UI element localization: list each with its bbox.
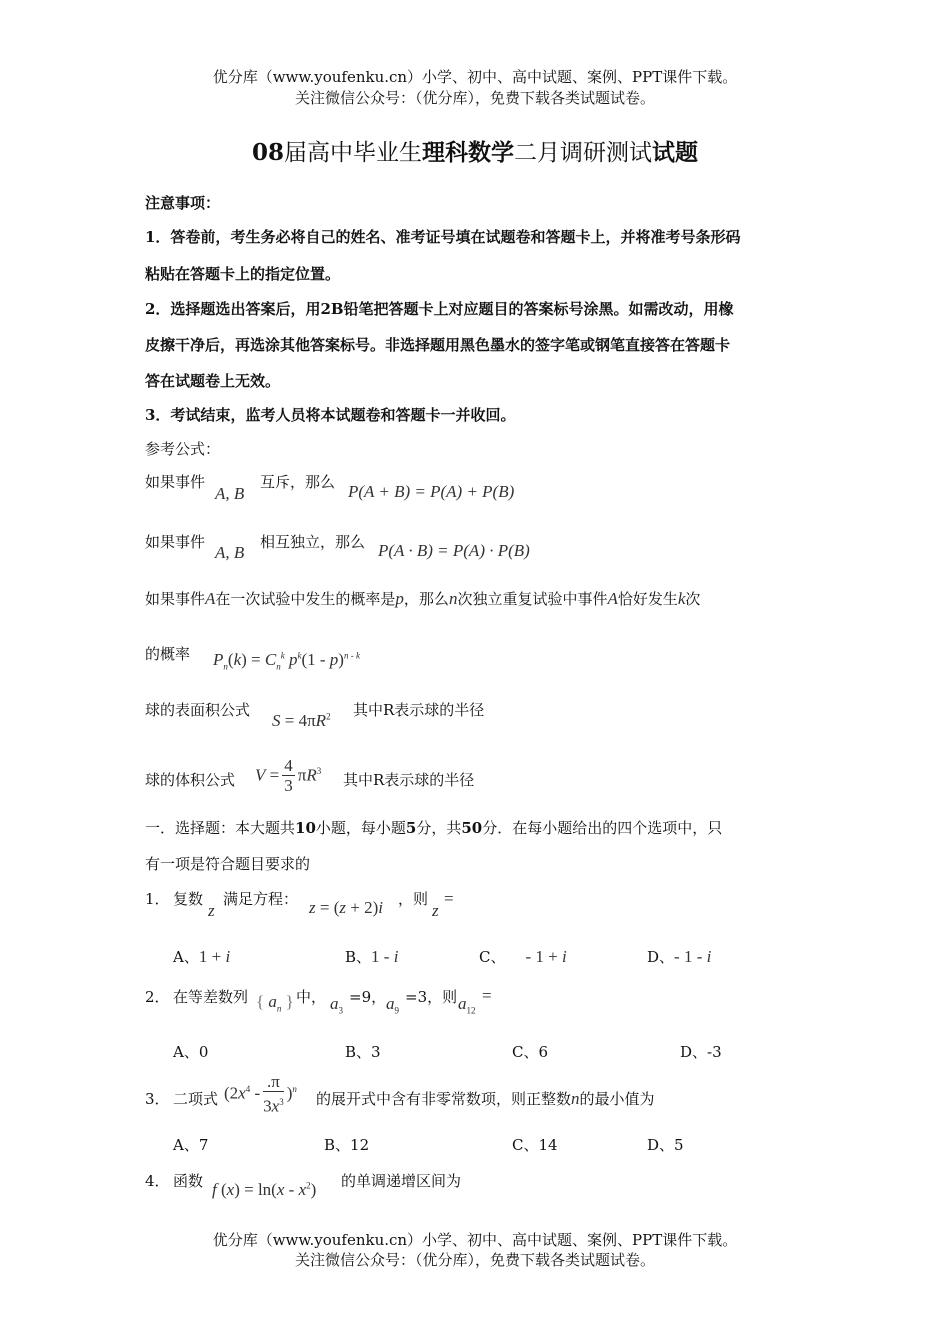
- note-1b: 粘贴在答题卡上的指定位置。: [145, 265, 341, 283]
- formula-2-vars: A, B: [215, 543, 245, 562]
- formula-6-prefix: 球的体积公式: [145, 771, 236, 789]
- section-1-total: 50: [461, 819, 483, 837]
- question-2-equals: =: [482, 986, 492, 1005]
- formula-3-f: 次: [685, 590, 701, 608]
- section-1-c: 小题，每小题: [315, 819, 406, 837]
- notes-heading: 注意事项：: [145, 194, 221, 212]
- sphere-surface-formula: $S = 4\pi R^2$: [272, 711, 331, 730]
- formula-3-n: n: [448, 589, 458, 608]
- note-1a: 1．答卷前，考生务必将自己的姓名、准考证号填在试题卷和答题卡上，并将准考号条形码: [145, 228, 741, 246]
- formulas-heading: 参考公式：: [145, 440, 221, 458]
- question-1-equals: =: [444, 889, 454, 908]
- question-2-option-c[interactable]: C、6: [512, 1043, 549, 1061]
- formula-3-line: [145, 588, 700, 609]
- formula-4-prefix: 的概率: [145, 645, 191, 663]
- option-expression: - 1 - i: [674, 947, 712, 966]
- formula-5-post: 其中R表示球的半径: [353, 701, 485, 719]
- binomial-probability-formula: $P_n(k) = C_n^k$ $p^k(1 - p)^{n - k}$: [213, 650, 360, 672]
- question-3-text-a: 二项式: [173, 1090, 219, 1108]
- formula-3-A1: A: [205, 589, 216, 608]
- title-part-4: 二月调研测试: [514, 140, 652, 166]
- question-2-sequence: { $a_n$ }: [256, 992, 294, 1014]
- question-4-number: 4．: [145, 1172, 170, 1190]
- question-3-text-b-main: 的展开式中含有非零常数项，则正整数: [316, 1090, 572, 1108]
- question-1-text-a: 复数: [173, 890, 204, 908]
- formula-2-prefix: 如果事件: [145, 533, 206, 551]
- option-label: C、: [479, 948, 506, 966]
- sphere-volume-formula: V = $\frac{4}{3}$ $\pi R^3$: [255, 756, 322, 795]
- question-1-option-a[interactable]: [173, 946, 230, 967]
- note-3: 3．考试结束，监考人员将本试题卷和答题卡一并收回。: [145, 406, 516, 424]
- question-3-option-b[interactable]: B、12: [324, 1136, 370, 1154]
- formula-1-expr: P(A + B) = P(A) + P(B): [348, 482, 515, 501]
- question-2-option-a[interactable]: A、0: [173, 1043, 209, 1061]
- formula-5-prefix: 球的表面积公式: [145, 701, 251, 719]
- question-3-text-b: [316, 1088, 655, 1109]
- option-label: A、: [173, 948, 199, 966]
- question-1-text-b: 满足方程：: [223, 890, 299, 908]
- question-2-a3: $a_3$: [330, 994, 343, 1016]
- option-label: B、: [345, 948, 372, 966]
- question-3-option-a[interactable]: A、7: [173, 1136, 209, 1154]
- question-1-equation: z = (z + 2)i: [309, 898, 383, 917]
- formula-1-mid: 互斥，那么: [260, 473, 336, 491]
- question-1-text-c: ，则: [398, 890, 429, 908]
- question-1-z: z: [208, 901, 215, 920]
- question-3-option-c[interactable]: C、14: [512, 1136, 558, 1154]
- option-label: D、: [647, 948, 675, 966]
- header-line-1: 优分库（www.youfenku.cn）小学、初中、高中试题、案例、PPT课件下载。: [212, 68, 738, 86]
- question-2-text-a: 在等差数列: [173, 988, 249, 1006]
- question-2-number: 2．: [145, 988, 170, 1006]
- question-1-z-result: z: [432, 901, 439, 920]
- question-4-function: f $(x) = \ln(x - x^2)$: [212, 1180, 317, 1199]
- section-1-line-1: [145, 817, 722, 838]
- question-2-option-d[interactable]: D、-3: [680, 1043, 722, 1061]
- section-1-g: 分．在每小题给出的四个选项中，只: [482, 819, 723, 837]
- question-2-a9: $a_9$: [386, 994, 399, 1016]
- formula-2-expr: P(A · B) = P(A) · P(B): [378, 541, 530, 560]
- formula-3-p: p: [395, 589, 404, 608]
- title-part-2: 届高中毕业生: [284, 140, 422, 166]
- footer-line-1: 优分库（www.youfenku.cn）小学、初中、高中试题、案例、PPT课件下载。: [212, 1231, 738, 1249]
- section-1-points: 5: [405, 819, 417, 837]
- question-4-text-a: 函数: [173, 1172, 204, 1190]
- header-line-2: 关注微信公众号：（优分库），免费下载各类试题试卷。: [294, 89, 655, 107]
- question-2-a9-value: =3，则: [405, 988, 458, 1006]
- formula-3-a: 如果事件: [145, 590, 206, 608]
- footer-line-2: 关注微信公众号：（优分库），免费下载各类试题试卷。: [294, 1251, 655, 1269]
- option-expression: 1 + i: [198, 947, 231, 966]
- option-expression: 1 - i: [371, 947, 399, 966]
- question-2-a3-value: =9，: [349, 988, 387, 1006]
- formula-3-k: k: [677, 589, 686, 608]
- question-3-n: n: [571, 1089, 580, 1108]
- question-3-text-c: 的最小值为: [579, 1090, 655, 1108]
- section-1-line-2: 有一项是符合题目要求的: [145, 855, 311, 873]
- question-1-option-d[interactable]: [647, 946, 711, 967]
- section-1-a: 一．选择题：本大题共: [145, 819, 296, 837]
- formula-3-c: ，那么: [403, 590, 449, 608]
- question-2-text-b: 中，: [296, 988, 327, 1006]
- section-1-e: 分，共: [416, 819, 462, 837]
- question-1-option-c[interactable]: [479, 946, 567, 967]
- formula-1-vars: A, B: [215, 484, 245, 503]
- formula-3-e: 恰好发生: [617, 590, 678, 608]
- question-1-number: 1．: [145, 890, 170, 908]
- section-1-count: 10: [295, 819, 316, 837]
- formula-1-prefix: 如果事件: [145, 473, 206, 491]
- note-2c: 答在试题卷上无效。: [145, 372, 281, 390]
- note-2b: 皮擦干净后，再选涂其他答案标号。非选择题用黑色墨水的签字笔或钢笔直接答在答题卡: [145, 336, 731, 354]
- question-3-option-d[interactable]: D、5: [647, 1136, 684, 1154]
- option-expression: - 1 + i: [525, 947, 567, 966]
- formula-6-post: 其中R表示球的半径: [343, 771, 475, 789]
- question-2-a12: $a_{12}$: [458, 994, 476, 1016]
- question-2-option-b[interactable]: B、3: [345, 1043, 381, 1061]
- formula-3-b: 在一次试验中发生的概率是: [215, 590, 396, 608]
- title-part-5: 试题: [652, 139, 698, 166]
- formula-3-A2: A: [607, 589, 618, 608]
- title-year: 08: [251, 139, 284, 166]
- formula-3-d: 次独立重复试验中事件: [457, 590, 608, 608]
- formula-2-mid: 相互独立，那么: [260, 533, 366, 551]
- question-4-text-b: 的单调递增区间为: [341, 1172, 462, 1190]
- question-3-number: 3．: [145, 1090, 170, 1108]
- page-title: [0, 134, 950, 167]
- title-subject: 理科数学: [422, 139, 514, 166]
- note-2a: 2．选择题选出答案后，用2B铅笔把答题卡上对应题目的答案标号涂黑。如需改动，用橡: [145, 300, 734, 318]
- question-3-binomial: ($2x^4$ - $\frac{.\pi}{3x^3}$ )$^n$: [224, 1072, 297, 1116]
- question-1-option-b[interactable]: [345, 946, 398, 967]
